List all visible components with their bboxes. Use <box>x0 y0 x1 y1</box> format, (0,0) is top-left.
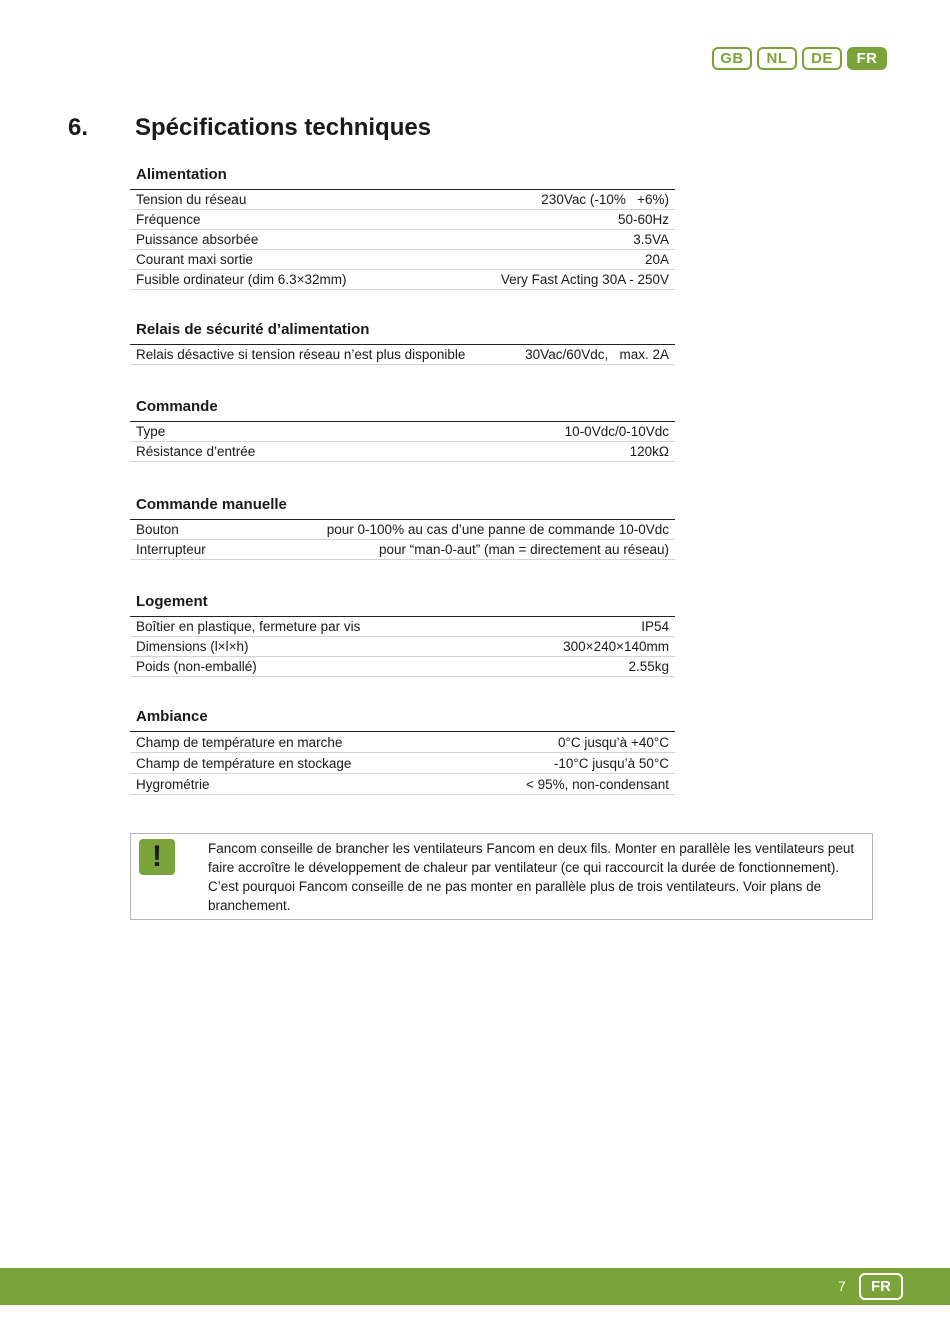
row-value: pour 0-100% au cas d’une panne de commande 10-0Vdc <box>326 522 669 537</box>
warning-note <box>130 833 873 920</box>
row-label: Dimensions (l×l×h) <box>136 639 249 654</box>
row-value: < 95%, non-condensant <box>526 776 669 792</box>
row-value: pour “man-0-aut” (man = directement au réseau) <box>378 542 669 557</box>
row-label: Interrupteur <box>136 542 206 557</box>
note-text: Fancom conseille de brancher les ventilateurs Fancom en deux fils. Monter en parallèle les ventilateurs peut faire accroître le développement de chaleur par ventilateur (ce qui raccourcit la durée de fonctionnement). C’est pourquoi Fancom conseille de ne pas monter en parallèle plus de trois ventilateurs. Voir plans de branchement. <box>208 841 855 913</box>
group-title: Relais de sécurité d’alimentation <box>136 321 370 338</box>
row-value: 0°C jusqu’à +40°C <box>558 734 669 750</box>
row-label: Bouton <box>136 522 179 537</box>
table-row <box>130 210 675 230</box>
row-label: Puissance absorbée <box>136 232 259 247</box>
spec-table <box>130 421 675 462</box>
table-row <box>130 637 675 657</box>
table-row <box>130 774 675 795</box>
spec-table <box>130 519 675 560</box>
group-title: Logement <box>136 593 208 610</box>
row-value: IP54 <box>641 619 669 634</box>
spec-table <box>130 189 675 290</box>
spec-group-relais <box>130 321 675 365</box>
group-title: Alimentation <box>136 166 227 183</box>
row-label: Résistance d’entrée <box>136 444 256 459</box>
row-value: 10-0Vdc/0-10Vdc <box>564 424 669 439</box>
table-row <box>130 753 675 774</box>
row-value: 20A <box>644 252 669 267</box>
page-number: 7 <box>838 1278 846 1294</box>
table-row <box>130 732 675 753</box>
table-row <box>130 540 675 560</box>
table-row <box>130 230 675 250</box>
table-row <box>130 422 675 442</box>
table-row <box>130 345 675 365</box>
row-label: Courant maxi sortie <box>136 252 254 267</box>
footer-language-badge: FR <box>859 1273 903 1300</box>
group-title: Commande <box>136 398 218 415</box>
row-value: -10°C jusqu’à 50°C <box>553 755 669 771</box>
spec-group-ambiance <box>130 708 675 795</box>
page-title <box>68 114 431 142</box>
language-tab-nl[interactable]: NL <box>757 47 797 70</box>
spec-group-commande <box>130 398 675 462</box>
spec-group-commande-manuelle <box>130 496 675 560</box>
row-label: Champ de température en marche <box>136 734 343 750</box>
footer-bar <box>0 1268 950 1305</box>
row-value: Very Fast Acting 30A - 250V <box>500 272 669 287</box>
row-label: Poids (non-emballé) <box>136 659 257 674</box>
spec-table <box>130 616 675 677</box>
spec-group-logement <box>130 593 675 677</box>
language-tab-fr[interactable]: FR <box>847 47 887 70</box>
table-row <box>130 657 675 677</box>
row-label: Hygrométrie <box>136 776 210 792</box>
table-row <box>130 442 675 462</box>
table-row <box>130 190 675 210</box>
row-label: Fréquence <box>136 212 201 227</box>
table-row <box>130 270 675 290</box>
row-value: 2.55kg <box>628 659 669 674</box>
spec-group-alimentation <box>130 166 675 290</box>
spec-table <box>130 344 675 365</box>
row-label: Relais désactive si tension réseau n’est plus disponible <box>136 347 466 362</box>
language-tab-gb[interactable]: GB <box>712 47 752 70</box>
row-value: 30Vac/60Vdc, max. 2A <box>525 347 669 362</box>
section-number: 6. <box>68 114 89 141</box>
table-row <box>130 617 675 637</box>
row-value: 3.5VA <box>633 232 669 247</box>
row-value: 230Vac (-10% +6%) <box>541 192 669 207</box>
table-row <box>130 250 675 270</box>
section-title: Spécifications techniques <box>135 114 432 141</box>
row-value: 300×240×140mm <box>563 639 669 654</box>
row-label: Tension du réseau <box>136 192 247 207</box>
group-title: Ambiance <box>136 708 208 725</box>
language-selector <box>712 47 887 70</box>
row-label: Fusible ordinateur (dim 6.3×32mm) <box>136 272 347 287</box>
group-title: Commande manuelle <box>136 496 287 513</box>
row-value: 120kΩ <box>629 444 669 459</box>
row-label: Type <box>136 424 166 439</box>
row-value: 50-60Hz <box>617 212 669 227</box>
row-label: Boîtier en plastique, fermeture par vis <box>136 619 361 634</box>
language-tab-de[interactable]: DE <box>802 47 842 70</box>
exclamation-icon: ! <box>139 839 175 875</box>
table-row <box>130 520 675 540</box>
row-label: Champ de température en stockage <box>136 755 352 771</box>
spec-table <box>130 731 675 795</box>
